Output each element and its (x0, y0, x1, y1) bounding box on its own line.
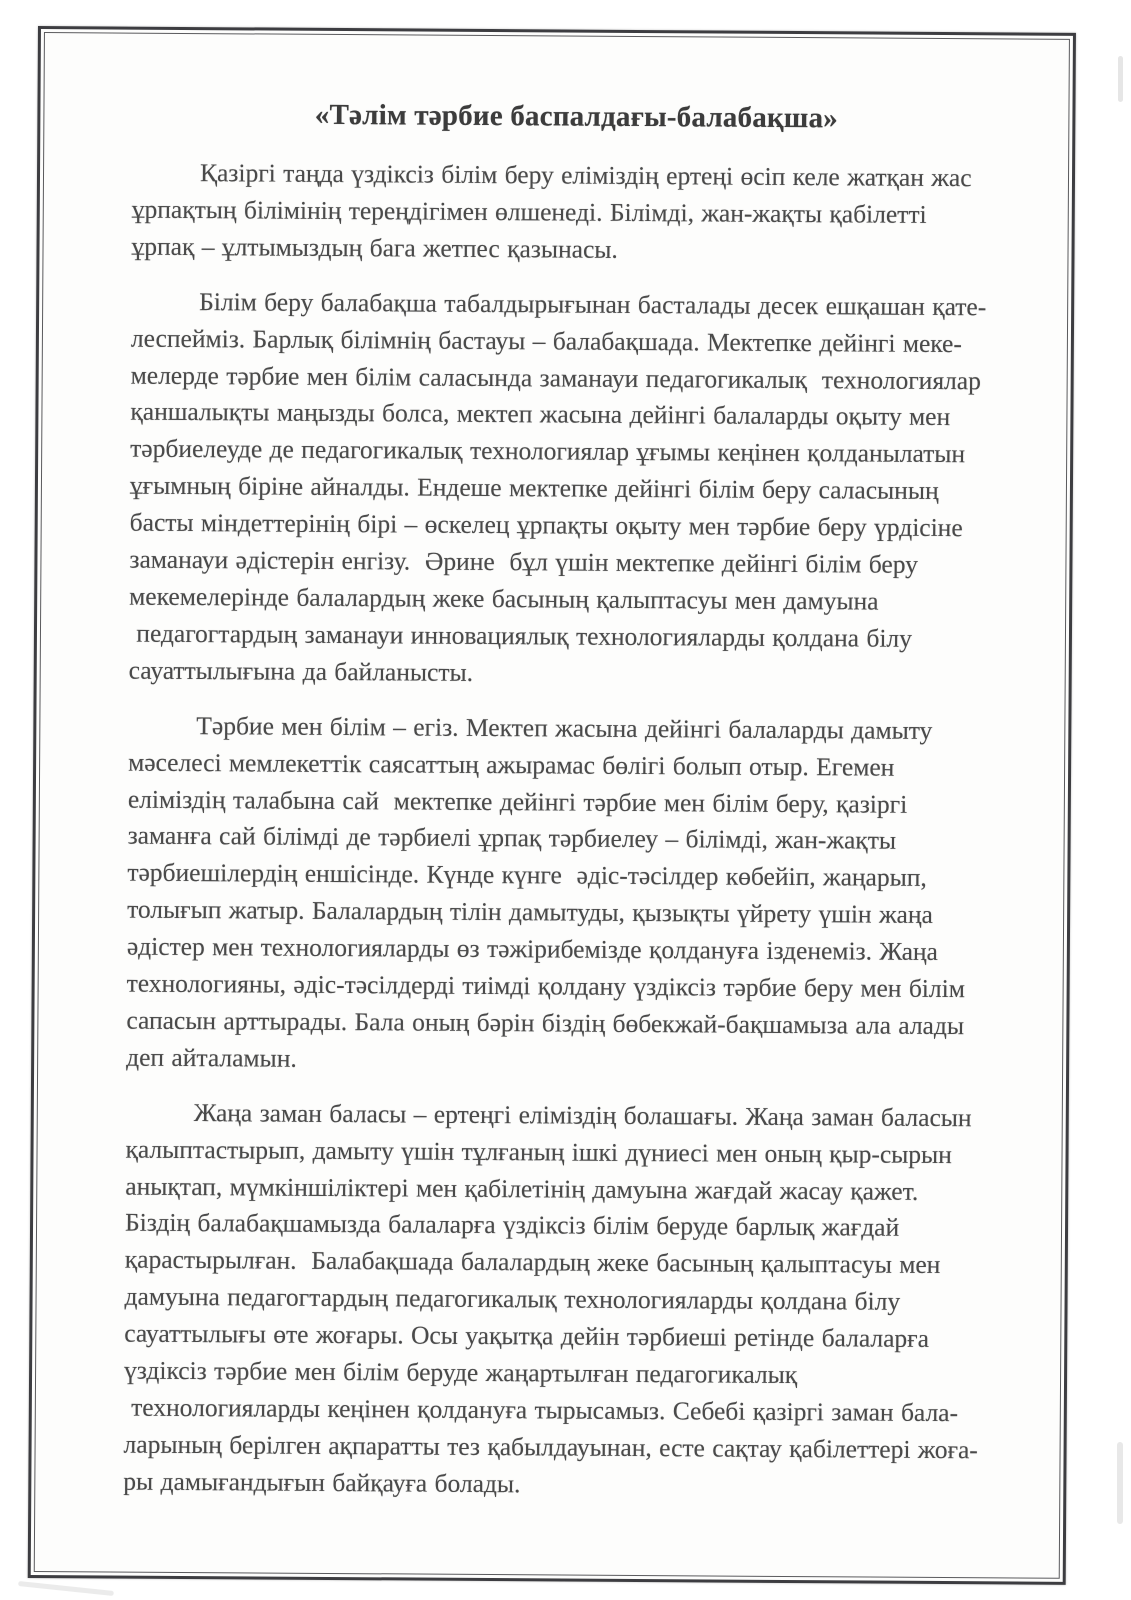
document-title: «Тәлім тәрбие баспалдағы-балабақша» (314, 98, 839, 135)
scan-artifact-right-top (1118, 56, 1123, 102)
paragraph-2: Білім беру балабақша табалдырығынан басталады десек ешқашан қате- леспейміз. Барлық білімнің бастауы – балабақшада. Мектепке дейінгі меке- мелерде тәрбие мен білім саласында заманауи педагогикалық технологиялар қаншалықты маңызды болса, мектеп жасына дейінгі балаларды оқыту мен тәрбиелеуде де педагогикалық технологиялар ұғымы кеңінен қолданылатын ұғымның біріне айналды. Ендеше мектепке дейінгі білім беру саласының басты міндеттерінің бірі – өскелец ұрпақты оқыту мен тәрбие беру үрдісіне заманауи әдістерін енгізу. Әрине бұл үшін мектепке дейінгі білім беру мекемелерінде балалардың жеке басының қалыптасуы мен дамуына педагогтардың заманауи инновациялық технологияларды қолдана білу сауаттылығына да байланысты. (128, 286, 987, 687)
paragraph-4: Жаңа заман баласы – ертеңгі еліміздің болашағы. Жаңа заман баласын қалыптастырып, дамыту үшін тұлғаның ішкі дүниесі мен оның қыр-сырын анықтап, мүмкіншіліктері мен қабілетінің дамуына жағдай жасау қажет. Біздің балабақшамызда балаларға үздіксіз білім беруде барлық жағдай қарастырылған. Балабақшада балалардың жеке басының қалыптасуы мен дамуына педагогтардың педагогикалық технологияларды қолдана білу сауаттылығы өте жоғары. Осы уақытқа дейін тәрбиеші ретінде балаларға үздіксіз тәрбие мен білім беруде жаңартылған педагогикалық технологияларды кеңінен қолдануға тырысамыз. Себебі қазіргі заман бала- ларының берілген ақпаратты тез қабылдауынан, есте сақтау қабілеттері жоға- ры дамығандығын байқауға болады. (123, 1097, 978, 1499)
scan-artifact-right-bottom (1117, 1442, 1123, 1524)
paragraph-3: Тәрбие мен білім – егіз. Мектеп жасына дейінгі балаларды дамыту мәселесі мемлекеттік саясаттың ажырамас бөлігі болып отыр. Егемен еліміздің талабына сай мектепке дейінгі тәрбие мен білім беру, қазіргі заманға сай білімді де тәрбиелі ұрпақ тәрбиелеу – білімді, жан-жақты тәрбиешілердің еншісінде. Күнде күнге әдіс-тәсілдер көбейіп, жаңарып, толығып жатыр. Балалардың тілін дамытуды, қызықты үйрету үшін жаңа әдістер мен технологияларды өз тәжірибемізде қолдануға ізденеміз. Жаңа технологияны, әдіс-тәсілдерді тиімді қолдану үздіксіз тәрбие беру мен білім сапасын арттырады. Бала оның бәрін біздің бөбекжай-бақшамыза ала алады деп айталамын. (126, 710, 965, 1073)
document-content (123, 98, 1020, 1525)
paragraph-1: Қазіргі таңда үздіксіз білім беру еліміздің ертеңі өсіп келе жатқан жас ұрпақтың білімінің тереңдігімен өлшенеді. Білімді, жан-жақты қабілетті ұрпақ – ұлтымыздың бага жетпес қазынасы. (131, 158, 972, 264)
scan-artifact-bottom-left (18, 1581, 114, 1596)
page-border-frame (28, 26, 1076, 1585)
